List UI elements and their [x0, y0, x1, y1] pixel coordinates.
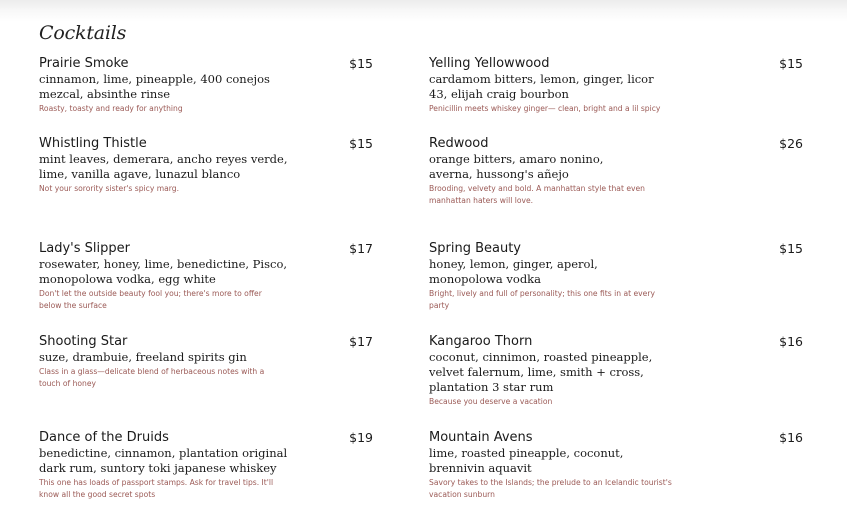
- item-ingredients: cardamom bitters, lemon, ginger, licor 43, elijah craig bourbon: [429, 72, 654, 101]
- menu-item: [429, 334, 803, 408]
- section-title: Cocktails: [39, 22, 127, 44]
- item-price: $19: [349, 430, 373, 445]
- item-ingredients: lime, roasted pineapple, coconut, brennivin aquavit: [429, 446, 624, 475]
- item-price: $16: [779, 430, 803, 445]
- menu-item: [39, 430, 373, 501]
- item-ingredients: orange bitters, amaro nonino, averna, hussong's añejo: [429, 152, 604, 181]
- item-ingredients: suze, drambuie, freeland spirits gin: [39, 350, 247, 364]
- item-price: $17: [349, 241, 373, 256]
- item-name: Kangaroo Thorn: [429, 334, 533, 349]
- item-description: Roasty, toasty and ready for anything: [39, 104, 183, 113]
- item-price: $15: [779, 56, 803, 71]
- item-description: Because you deserve a vacation: [429, 397, 553, 406]
- item-name: Prairie Smoke: [39, 56, 129, 71]
- menu-item: [39, 56, 373, 115]
- item-price: $26: [779, 136, 803, 151]
- menu-item: [429, 241, 803, 312]
- item-name: Redwood: [429, 136, 489, 151]
- item-ingredients: cinnamon, lime, pineapple, 400 conejos mezcal, absinthe rinse: [39, 72, 270, 101]
- menu-item: [429, 56, 803, 115]
- item-name: Shooting Star: [39, 334, 128, 349]
- item-price: $15: [349, 56, 373, 71]
- top-shadow: [0, 0, 847, 22]
- item-description: Savory takes to the Islands; the prelude to an Icelandic tourist's vacation sunburn: [429, 478, 672, 499]
- item-name: Lady's Slipper: [39, 241, 130, 256]
- item-description: This one has loads of passport stamps. Ask for travel tips. It'll know all the good secret spots: [39, 478, 274, 499]
- item-description: Penicillin meets whiskey ginger— clean, bright and a lil spicy: [429, 104, 661, 113]
- item-ingredients: honey, lemon, ginger, aperol, monopolowa vodka: [429, 257, 598, 286]
- item-price: $15: [349, 136, 373, 151]
- menu-item: [39, 334, 373, 390]
- item-name: Yelling Yellowwood: [429, 56, 550, 71]
- item-name: Spring Beauty: [429, 241, 521, 256]
- item-ingredients: benedictine, cinnamon, plantation original dark rum, suntory toki japanese whiskey: [39, 446, 288, 475]
- menu-item: [39, 241, 373, 312]
- menu-item: [429, 136, 803, 207]
- item-ingredients: coconut, cinnimon, roasted pineapple, velvet falernum, lime, smith + cross, plantation 3 star rum: [429, 350, 653, 394]
- item-price: $16: [779, 334, 803, 349]
- menu-item: [39, 136, 373, 195]
- item-name: Mountain Avens: [429, 430, 533, 445]
- item-price: $15: [779, 241, 803, 256]
- item-price: $17: [349, 334, 373, 349]
- item-ingredients: rosewater, honey, lime, benedictine, Pisco, monopolowa vodka, egg white: [39, 257, 288, 286]
- item-description: Don't let the outside beauty fool you; there's more to offer below the surface: [39, 289, 262, 310]
- item-description: Bright, lively and full of personality; this one fits in at every party: [429, 289, 655, 310]
- item-ingredients: mint leaves, demerara, ancho reyes verde, lime, vanilla agave, lunazul blanco: [39, 152, 288, 181]
- item-description: Brooding, velvety and bold. A manhattan style that even manhattan haters will love.: [429, 184, 645, 205]
- menu-item: [429, 430, 803, 501]
- item-description: Not your sorority sister's spicy marg.: [39, 184, 180, 193]
- item-name: Whistling Thistle: [39, 136, 147, 151]
- item-description: Class in a glass—delicate blend of herbaceous notes with a touch of honey: [39, 367, 265, 388]
- item-name: Dance of the Druids: [39, 430, 169, 445]
